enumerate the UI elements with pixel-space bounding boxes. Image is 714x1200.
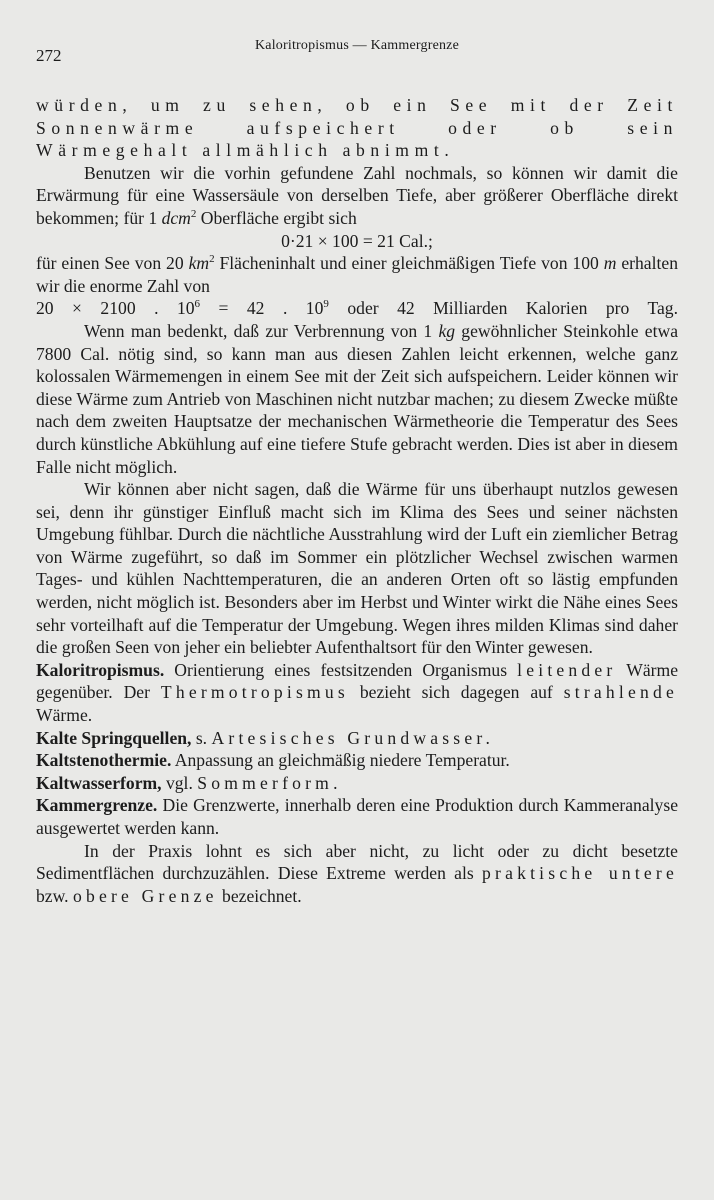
- page-number: 272: [36, 46, 62, 65]
- paragraph-5: Wir können aber nicht sagen, daß die Wärme für uns überhaupt nutzlos gewesen sei, denn ihr günstiger Einfluß macht sich im Klima des Sees und seiner nächsten Umgebung fühlbar. Durch die nächtliche Ausstrahlung wird der Luft ein ziemlicher Betrag von Wärme zugeführt, so daß im Sommer ein plötzlicher Wechsel zwischen warmen Tages- und kühlen Nachttemperaturen, die an anderen Orten oft so lästig empfunden werden, nicht möglich ist. Besonders aber im Herbst und Winter wirkt die Nähe eines Sees sehr vorteilhaft auf die Temperatur der Umgebung. Wegen ihres milden Klimas sind daher die großen Seen von jeher ein beliebter Aufenthaltsort für den Winter gewesen.: [36, 479, 678, 658]
- entry-term: Kaltstenothermie.: [36, 750, 172, 771]
- entry-term: Kammergrenze.: [36, 795, 158, 816]
- formula-2: [36, 297, 678, 320]
- glossary-entry-kaloritropismus: [36, 659, 678, 727]
- text: Benutzen wir die vorhin gefundene Zahl nochmals, so können wir damit die Erwärmung für eine Wassersäule von derselben Tiefe, aber größerer Oberfläche direkt bekommen; für 1: [36, 162, 678, 228]
- glossary-entry-kaltstenothermie: [36, 749, 678, 772]
- paragraph-3: [36, 252, 678, 297]
- text: In der Praxis lohnt es sich aber nicht, zu licht oder zu dicht besetzte Sedimentflächen durchzuzählen. Diese Extreme werden als: [36, 840, 678, 884]
- text: Orientierung eines festsitzenden Organismus: [164, 659, 518, 680]
- text: Wärme gegenüber. Der: [36, 659, 678, 703]
- entry-term: Kalte Springquellen,: [36, 727, 192, 748]
- paragraph-1: würden, um zu sehen, ob ein See mit der Zeit Sonnenwärme aufspeichert oder ob sein Wärmegehalt allmählich abnimmt.: [36, 95, 678, 161]
- page-header: [36, 38, 678, 68]
- text: Wärme.: [36, 705, 93, 726]
- text: Flächeninhalt und einer gleichmäßigen Tiefe von 100: [214, 253, 604, 274]
- text: bezeichnet.: [217, 885, 302, 906]
- spaced-text: Thermotropismus: [160, 682, 349, 703]
- running-head: Kaloritropismus — Kammergrenze: [254, 38, 460, 53]
- text: Wenn man bedenkt, daß zur Verbrennung von 1: [84, 320, 439, 341]
- text: Anpassung an gleichmäßig niedere Temperatur.: [171, 750, 510, 771]
- text: = 42 . 10: [200, 298, 324, 319]
- spaced-text: praktische untere: [482, 863, 678, 884]
- entry-term: Kaloritropismus.: [36, 659, 165, 680]
- unit: km: [188, 253, 210, 274]
- glossary-entry-kalte-springquellen: [36, 727, 678, 750]
- paragraph-4: [36, 320, 678, 478]
- closing-paragraph: [36, 840, 678, 908]
- superscript: 6: [194, 298, 201, 311]
- entry-term: Kaltwasserform,: [36, 772, 162, 793]
- text: gewöhnlicher Steinkohle etwa 7800 Cal. nötig sind, so kann man aus diesen Zahlen leicht erkennen, welche ganz kolossalen Wärmemengen in einem See mit der Zeit sich aufspeichern. Leider können wir diese Wärme zum Antrieb von Maschinen nicht nutzbar machen; zu diesem Zwecke müßte nach dem zweiten Hauptsatze der mechanischen Wärmetheorie die Temperatur des Sees durch künstliche Abkühlung auf eine tiefere Stufe gebracht werden. Dies ist aber in diesem Falle nicht möglich.: [36, 320, 678, 477]
- text: vgl.: [161, 772, 198, 793]
- text: Oberfläche ergibt sich: [196, 207, 357, 228]
- glossary-entry-kaltwasserform: [36, 772, 678, 795]
- glossary-entry-kammergrenze: [36, 794, 678, 839]
- body-text: [36, 94, 678, 907]
- text: bzw.: [36, 885, 73, 906]
- spaced-text: Sommerform.: [197, 772, 342, 793]
- unit: m: [603, 253, 617, 274]
- superscript: 9: [323, 298, 329, 311]
- unit: kg: [438, 320, 456, 341]
- superscript: 2: [209, 253, 215, 266]
- text: bezieht sich dagegen auf: [348, 682, 564, 703]
- spaced-text: Artesisches Grundwasser.: [211, 727, 495, 748]
- text: für einen See von 20: [36, 253, 189, 274]
- formula-1: 0·21 × 100 = 21 Cal.;: [281, 230, 433, 251]
- spaced-text: strahlende: [563, 682, 678, 703]
- paragraph-2: [36, 162, 678, 230]
- text: s.: [191, 727, 212, 748]
- text: erhalten wir die enorme Zahl von: [36, 253, 678, 296]
- spaced-text: obere Grenze: [72, 885, 218, 906]
- text: Die Grenzwerte, innerhalb deren eine Produktion durch Kammeranalyse ausgewertet werden kann.: [36, 795, 678, 838]
- text: 20 × 2100 . 10: [36, 298, 195, 319]
- superscript: 2: [190, 208, 197, 221]
- spaced-text: leitender: [517, 659, 617, 680]
- text: oder 42 Milliarden Kalorien pro Tag.: [328, 298, 678, 319]
- unit: dcm: [161, 207, 191, 228]
